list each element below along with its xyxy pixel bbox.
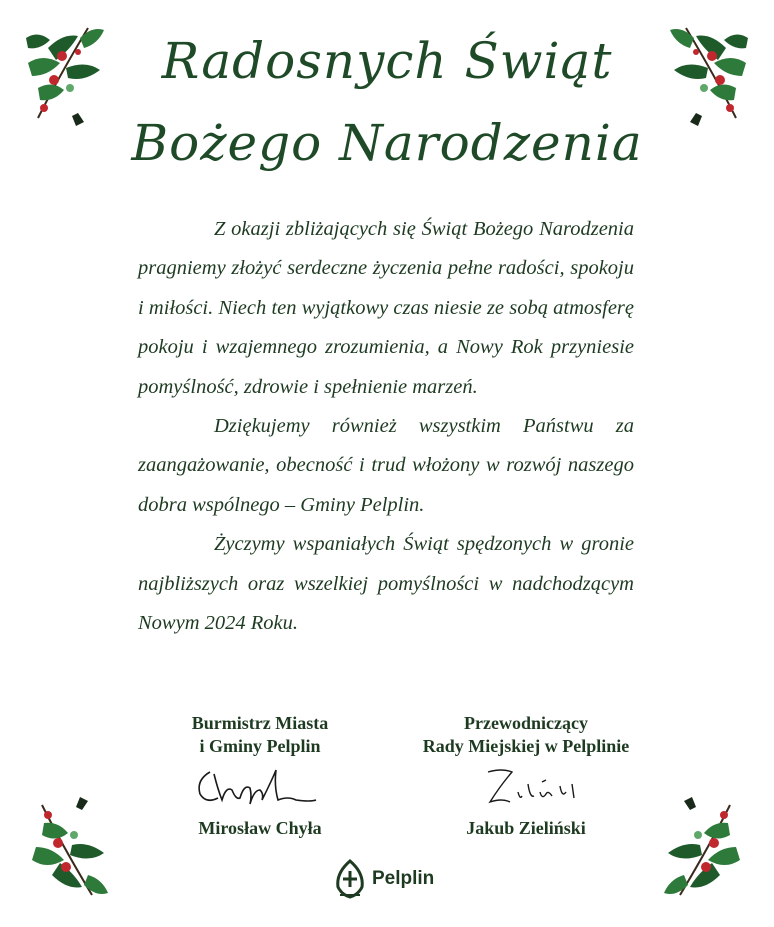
signatory-name: Mirosław Chyła: [198, 818, 322, 838]
greeting-paragraph: Z okazji zbliżających się Świąt Bożego Narodzenia pragniemy złożyć serdeczne życzenia pełne radości, spokoju i miłości. Niech ten wyjątkowy czas niesie ze sobą atmosferę pokoju i wzajemnego zrozumienia, a Nowy Rok przyniesie pomyślność, zdrowie i spełnienie marzeń.: [138, 218, 634, 398]
pelplin-logo: [334, 857, 434, 901]
greeting-body: [138, 210, 634, 643]
holly-decoration-icon: [660, 795, 750, 905]
signatory-right: [388, 712, 664, 838]
pelplin-emblem-icon: [334, 859, 366, 899]
signatory-title: Przewodniczący: [464, 713, 588, 733]
signatory-title: Burmistrz Miasta: [191, 713, 329, 733]
card-title-line-1: Radosnych Świąt: [161, 32, 613, 90]
signature-icon: [482, 762, 582, 812]
signature-icon: [192, 760, 322, 812]
signatory-title: i Gminy Pelplin: [199, 736, 321, 756]
card-title-line-2: Bożego Narodzenia: [131, 114, 643, 172]
logo-text: Pelplin: [372, 868, 435, 889]
holly-decoration-icon: [22, 795, 112, 905]
signatory-title: Rady Miejskiej w Pelplinie: [422, 736, 630, 756]
signatory-name: Jakub Zieliński: [466, 818, 586, 838]
signatory-left: [150, 712, 370, 838]
greeting-paragraph: Dziękujemy również wszystkim Państwu za zaangażowanie, obecność i trud włożony w rozwój naszego dobra wspólnego – Gminy Pelplin.: [138, 415, 634, 516]
greeting-paragraph: Życzymy wspaniałych Świąt spędzonych w gronie najbliższych oraz wszelkiej pomyślności w nadchodzącym Nowym 2024 Roku.: [138, 533, 634, 635]
